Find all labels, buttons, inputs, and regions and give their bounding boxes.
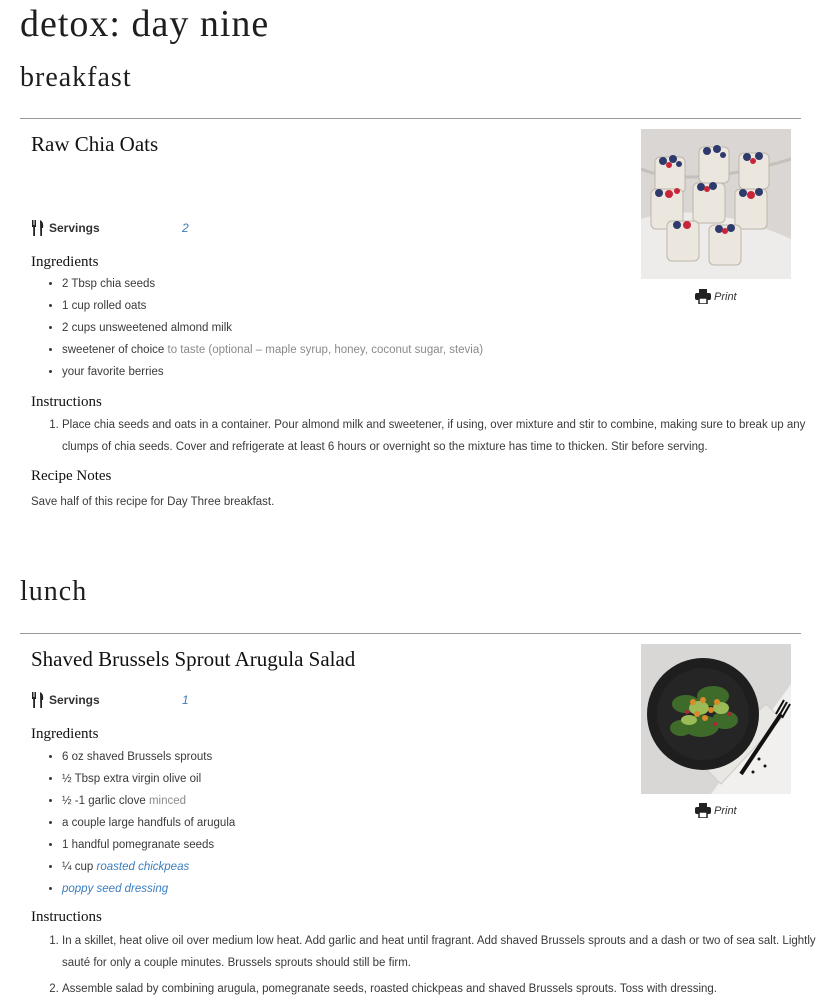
section-heading-breakfast: breakfast: [20, 62, 132, 93]
roasted-chickpeas-link[interactable]: roasted chickpeas: [96, 861, 190, 873]
list-item: • 1 cup rolled oats: [62, 295, 483, 317]
page-title: detox: day nine: [20, 3, 270, 45]
list-item: • sweetener of choice to taste (optional – maple syrup, honey, coconut sugar, stevia): [62, 339, 483, 361]
instruction-step: 2. Assemble salad by combining arugula, pomegranate seeds, roasted chickpeas and shaved Brussels sprouts. Toss with dressing.: [62, 978, 822, 1000]
recipe-notes-heading: Recipe Notes: [31, 468, 112, 484]
ingredients-list: [31, 746, 235, 900]
instructions-list: [31, 930, 822, 1004]
list-item: [62, 878, 235, 900]
servings-value[interactable]: 2: [182, 221, 189, 235]
instructions-list: [31, 414, 822, 462]
recipe-card-raw-chia-oats: [31, 128, 806, 528]
recipe-title: Shaved Brussels Sprout Arugula Salad: [31, 647, 356, 671]
list-item: • a couple large handfuls of arugula: [62, 812, 235, 834]
instructions-heading: Instructions: [31, 394, 102, 410]
servings-row: [31, 692, 189, 708]
list-item: • ½ -1 garlic clove minced: [62, 790, 235, 812]
recipe-notes: Save half of this recipe for Day Three breakfast.: [31, 496, 275, 508]
print-label: Print: [714, 804, 737, 817]
instruction-step: 1. In a skillet, heat olive oil over medium low heat. Add garlic and heat until fragrant. Add shaved Brussels sprouts and a dash or two of sea salt. Lightly sauté for only a couple minutes. Brussels sprouts should still be firm.: [62, 930, 822, 974]
recipe-card-brussels-salad: [31, 643, 816, 1005]
print-button[interactable]: [695, 289, 737, 304]
recipe-photo-chia-oats: [641, 129, 791, 279]
utensils-icon: [31, 220, 45, 236]
servings-row: [31, 220, 189, 236]
list-item: • your favorite berries: [62, 361, 483, 383]
ingredients-heading: Ingredients: [31, 726, 99, 742]
divider: [20, 118, 801, 119]
list-item: • ½ Tbsp extra virgin olive oil: [62, 768, 235, 790]
poppy-seed-dressing-link[interactable]: poppy seed dressing: [62, 883, 169, 895]
utensils-icon: [31, 692, 45, 708]
ingredients-heading: Ingredients: [31, 254, 99, 270]
list-item: • 2 cups unsweetened almond milk: [62, 317, 483, 339]
servings-label: Servings: [49, 693, 100, 707]
list-item: • ¼ cup roasted chickpeas: [62, 856, 235, 878]
ingredients-list: [31, 273, 483, 383]
list-item: • 1 handful pomegranate seeds: [62, 834, 235, 856]
divider: [20, 633, 801, 634]
print-button[interactable]: [695, 803, 737, 818]
printer-icon: [695, 289, 711, 304]
servings-value[interactable]: 1: [182, 693, 189, 707]
print-label: Print: [714, 290, 737, 303]
instruction-step: 1. Place chia seeds and oats in a container. Pour almond milk and sweetener, if using, over mixture and stir to combine, making sure to break up any clumps of chia seeds. Cover and refrigerate at least 6 hours or overnight so the mixture has time to thicken. Stir before serving.: [62, 414, 822, 458]
list-item: • 6 oz shaved Brussels sprouts: [62, 746, 235, 768]
recipe-title: Raw Chia Oats: [31, 132, 159, 156]
instructions-heading: Instructions: [31, 909, 102, 925]
recipe-photo-salad: [641, 644, 791, 794]
section-heading-lunch: lunch: [20, 576, 88, 607]
servings-label: Servings: [49, 221, 100, 235]
list-item: • 2 Tbsp chia seeds: [62, 273, 483, 295]
printer-icon: [695, 803, 711, 818]
